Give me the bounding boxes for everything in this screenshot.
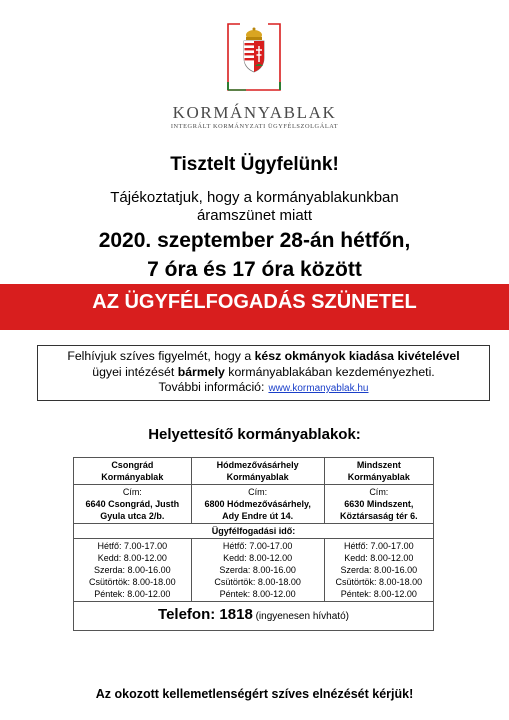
office-name: Hódmezővásárhely <box>216 460 299 470</box>
table-row <box>74 602 434 631</box>
opening-hours-cell <box>191 539 324 602</box>
intro-text-line1: Tájékoztatjuk, hogy a kormányablakunkban <box>110 189 399 206</box>
hours-line: Csütörtök: 8.00-18.00 <box>89 577 176 587</box>
hours-line: Péntek: 8.00-12.00 <box>340 589 417 599</box>
address-line: 6640 Csongrád, Justh <box>85 499 180 509</box>
phone-cell <box>74 602 434 631</box>
address-label: Cím: <box>248 487 268 497</box>
office-name-cell <box>324 458 433 485</box>
notice-emphasis: kész okmányok kiadása kivételével <box>254 349 460 363</box>
notice-box <box>37 345 490 401</box>
address-label: Cím: <box>369 487 389 497</box>
apology-text: Az okozott kellemetlenségért szíves elnézését kérjük! <box>95 687 414 701</box>
opening-hours-title: Ügyfélfogadási idő: <box>74 524 434 539</box>
address-line: Ady Endre út 14. <box>222 511 294 521</box>
address-line: Gyula utca 2/b. <box>100 511 165 521</box>
address-line: Köztársaság tér 6. <box>340 511 418 521</box>
notice-text: kormányablakában kezdeményezheti. <box>224 364 435 379</box>
address-label: Cím: <box>122 487 142 497</box>
notice-line2 <box>38 365 489 381</box>
hours-line: Csütörtök: 8.00-18.00 <box>335 577 423 587</box>
kormanyablak-link[interactable]: www.kormanyablak.hu <box>268 383 369 394</box>
hours-line: Kedd: 8.00-12.00 <box>97 553 167 563</box>
brand-name: KORMÁNYABLAK <box>172 103 337 122</box>
table-row <box>74 458 434 485</box>
hours-line: Hétfő: 7.00-17.00 <box>344 541 414 551</box>
service-suspended-banner: AZ ÜGYFÉLFOGADÁS SZÜNETEL <box>0 284 509 330</box>
greeting-heading: Tisztelt Ügyfelünk! <box>170 154 339 175</box>
address-line: 6800 Hódmezővásárhely, <box>204 499 311 509</box>
office-name: Csongrád <box>111 460 154 470</box>
office-address-cell <box>324 485 433 524</box>
notice-text: Felhívjuk szíves figyelmét, hogy a <box>67 349 255 363</box>
offices-table <box>73 457 434 631</box>
address-line: 6630 Mindszent, <box>344 499 414 509</box>
notice-line1 <box>38 349 489 365</box>
office-name: Mindszent <box>356 460 401 470</box>
brand-subtitle: INTEGRÁLT KORMÁNYZATI ÜGYFÉLSZOLGÁLAT <box>170 123 339 130</box>
office-type: Kormányablak <box>101 472 164 482</box>
notice-emphasis: bármely <box>177 364 225 379</box>
office-type: Kormányablak <box>347 472 410 482</box>
hours-line: Péntek: 8.00-12.00 <box>219 589 296 599</box>
notice-text: ügyei intézését <box>92 364 178 379</box>
outage-date: 2020. szeptember 28-án hétfőn, <box>98 229 411 252</box>
replacement-offices-heading: Helyettesítő kormányablakok: <box>148 426 361 443</box>
outage-hours: 7 óra és 17 óra között <box>147 258 362 281</box>
office-address-cell <box>74 485 192 524</box>
intro-text-line2: áramszünet miatt <box>196 207 313 224</box>
office-address-cell <box>191 485 324 524</box>
office-type: Kormányablak <box>226 472 289 482</box>
hours-line: Kedd: 8.00-12.00 <box>344 553 414 563</box>
table-row <box>74 539 434 602</box>
office-name-cell <box>74 458 192 485</box>
opening-hours-cell <box>74 539 192 602</box>
hours-line: Kedd: 8.00-12.00 <box>223 553 293 563</box>
hours-line: Csütörtök: 8.00-18.00 <box>214 577 301 587</box>
hours-line: Hétfő: 7.00-17.00 <box>97 541 168 551</box>
hours-line: Szerda: 8.00-16.00 <box>340 565 418 575</box>
more-info-label: További információ: <box>158 380 265 394</box>
phone-number: Telefon: 1818 <box>158 606 253 623</box>
phone-note: (ingyenesen hívható) <box>252 611 349 622</box>
opening-hours-cell <box>324 539 433 602</box>
notice-line3 <box>38 380 489 397</box>
table-row <box>74 485 434 524</box>
table-row <box>74 524 434 539</box>
hours-line: Hétfő: 7.00-17.00 <box>222 541 293 551</box>
hours-line: Szerda: 8.00-16.00 <box>219 565 296 575</box>
office-name-cell <box>191 458 324 485</box>
hours-line: Péntek: 8.00-12.00 <box>94 589 171 599</box>
hours-line: Szerda: 8.00-16.00 <box>94 565 171 575</box>
kormanyablak-logo <box>226 22 282 92</box>
